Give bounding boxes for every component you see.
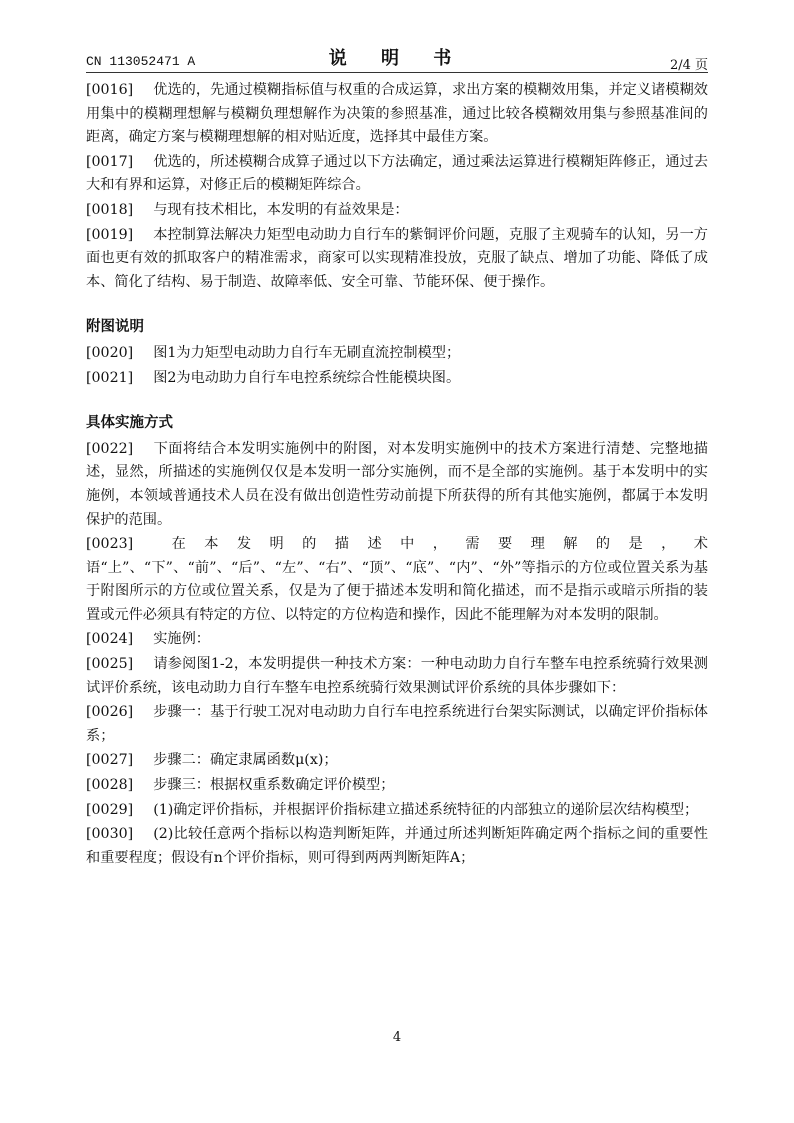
paragraph-number: [0018] (86, 201, 134, 218)
paragraph (86, 749, 708, 773)
paragraph (86, 823, 708, 870)
paragraph-text: 下面将结合本发明实施例中的附图，对本发明实施例中的技术方案进行清楚、完整地描述，显然，所描述的实施例仅仅是本发明一部分实施例，而不是全部的实施例。基于本发明中的实施例，本领域普通技术人员在没有做出创造性劳动前提下所获得的所有其他实施例，都属于本发明保护的范围。 (86, 440, 708, 528)
paragraph-number: [0017] (86, 153, 134, 170)
paragraph (86, 653, 708, 700)
paragraph (86, 151, 708, 198)
paragraph-number: [0030] (86, 826, 134, 843)
paragraph-text: 在本发明的描述中，需要理解的是，术语“上”、“下”、“前”、“后”、“左”、“右”、“顶”、“底”、“内”、“外”等指示的方位或位置关系为基于附图所示的方位或位置关系，仅是为了便于描述本发明和简化描述，而不是指示或暗示所指的装置或元件必须具有特定的方位、以特定的方位构造和操作，因此不能理解为对本发明的限制。 (86, 536, 708, 623)
page-number: 4 (392, 1030, 402, 1045)
paragraph (86, 438, 708, 532)
paragraph-text: 图1为力矩型电动助力自行车无刷直流控制模型； (153, 344, 461, 361)
paragraph-text: 步骤二：确定隶属函数μ(x)； (153, 752, 338, 769)
paragraph-number: [0020] (86, 344, 134, 361)
paragraph (86, 79, 708, 150)
paragraph (86, 774, 708, 798)
section-heading: 具体实施方式 (86, 415, 173, 432)
paragraph-text: 优选的，所述模糊合成算子通过以下方法确定，通过乘法运算进行模糊矩阵修正，通过去大和有界和运算，对修正后的模糊矩阵综合。 (86, 153, 708, 194)
paragraph-number: [0022] (86, 440, 134, 457)
paragraph-text: 与现有技术相比，本发明的有益效果是： (153, 201, 409, 218)
paragraph-text: 优选的，先通过模糊指标值与权重的合成运算，求出方案的模糊效用集，并定义诸模糊效用集中的模糊理想解与模糊负理想解作为决策的参照基准，通过比较各模糊效用集与参照基准间的距离，确定方案与模糊理想解的相对贴近度，选择其中最佳方案。 (86, 82, 708, 146)
paragraph-number: [0029] (86, 801, 134, 818)
paragraph (86, 628, 708, 652)
paragraph (86, 701, 708, 748)
paragraph-number: [0023] (86, 536, 134, 553)
paragraph-number: [0016] (86, 82, 134, 98)
paragraph-text: (1)确定评价指标，并根据评价指标建立描述系统特征的内部独立的递阶层次结构模型； (153, 801, 699, 818)
paragraph-number: [0025] (86, 656, 134, 673)
paragraph-text: 图2为电动助力自行车电控系统综合性能模块图。 (153, 369, 461, 386)
paragraph-text: (2)比较任意两个指标以构造判断矩阵，并通过所述判断矩阵确定两个指标之间的重要性和重要程度；假设有n个评价指标，则可得到两两判断矩阵A； (86, 826, 708, 866)
paragraph (86, 342, 708, 366)
paragraph-number: [0019] (86, 226, 134, 243)
page-header (86, 44, 708, 74)
page-info: 2/4 页 (669, 58, 708, 73)
paragraph-text: 请参阅图1-2，本发明提供一种技术方案：一种电动助力自行车整车电控系统骑行效果测试评价系统，该电动助力自行车整车电控系统骑行效果测试评价系统的具体步骤如下： (86, 656, 708, 696)
paragraph-number: [0027] (86, 752, 134, 769)
paragraph (86, 199, 708, 223)
paragraph-number: [0021] (86, 369, 134, 386)
document-title: 说 明 书 (328, 48, 466, 69)
paragraph-text: 实施例： (153, 631, 210, 648)
paragraph-text: 本控制算法解决力矩型电动助力自行车的紫铜评价问题，克服了主观骑车的认知，另一方面也更有效的抓取客户的精准需求，商家可以实现精准投放，克服了缺点、增加了功能、降低了成本、简化了结构、易于制造、故障率低、安全可靠、节能环保、便于操作。 (86, 226, 708, 290)
paragraph-number: [0024] (86, 631, 134, 648)
header-divider (86, 72, 708, 73)
paragraph (86, 799, 708, 823)
paragraph-number: [0028] (86, 777, 134, 794)
section-heading: 附图说明 (86, 319, 144, 336)
paragraph-text: 步骤一：基于行驶工况对电动助力自行车电控系统进行台架实际测试，以确定评价指标体系； (86, 704, 708, 744)
paragraph-text: 步骤三：根据权重系数确定评价模型； (153, 777, 395, 794)
document-body (86, 79, 708, 871)
paragraph (86, 533, 708, 627)
patent-number: CN 113052471 A (86, 54, 196, 69)
paragraph (86, 224, 708, 295)
paragraph (86, 367, 708, 391)
paragraph-number: [0026] (86, 704, 134, 721)
